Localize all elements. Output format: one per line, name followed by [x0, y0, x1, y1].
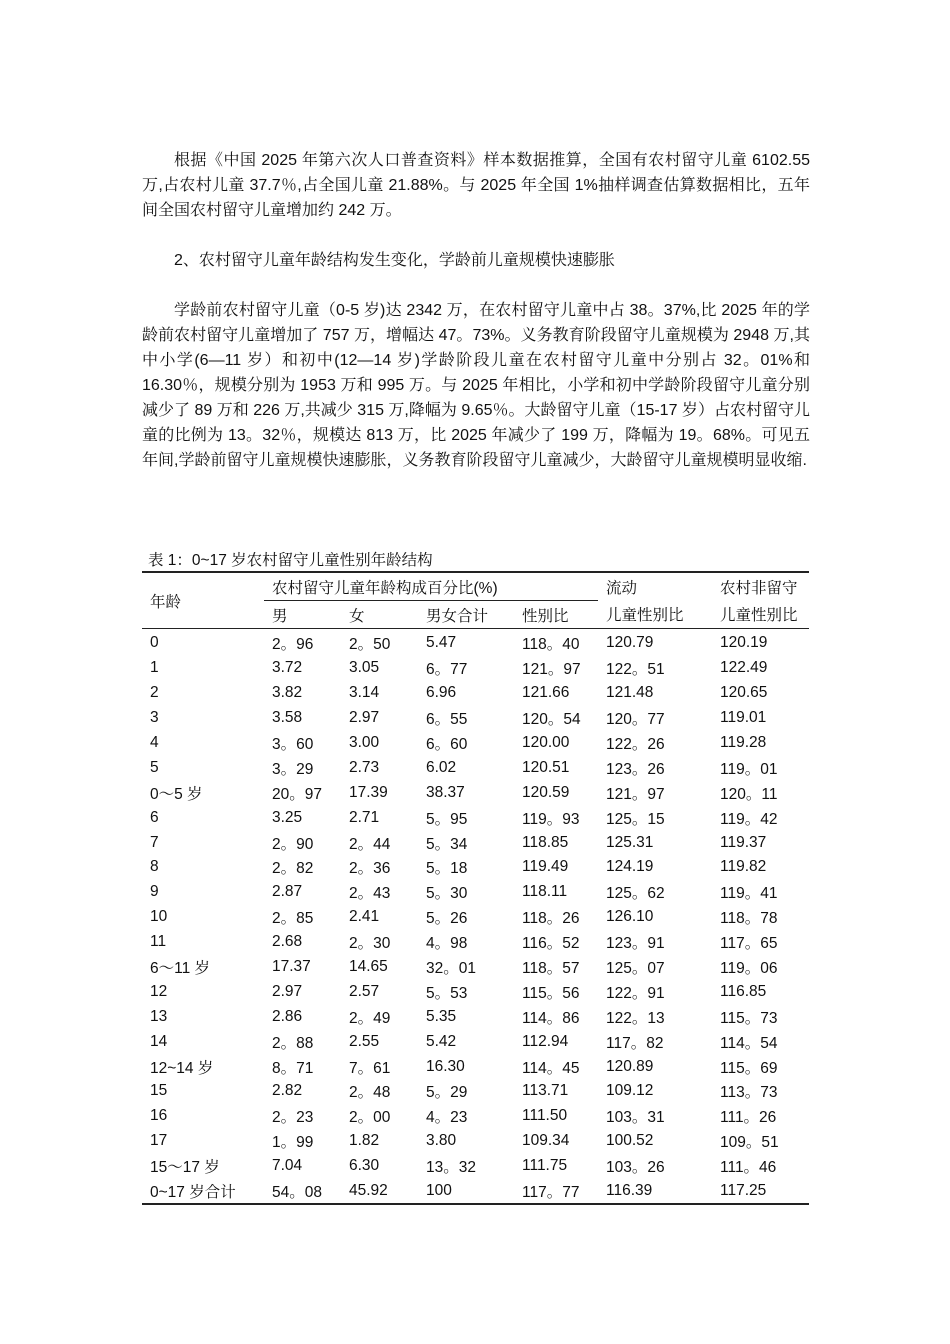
cell-nonleft-ratio: 115。69 [720, 1059, 778, 1077]
cell-age: 9 [150, 883, 159, 901]
cell-total: 16.30 [426, 1057, 465, 1075]
table-body [142, 629, 809, 1205]
cell-male: 1。99 [272, 1134, 314, 1152]
cell-male: 2.82 [272, 1082, 303, 1100]
cell-male: 54。08 [272, 1184, 322, 1202]
table-row [142, 880, 809, 905]
cell-sex-ratio: 111.50 [522, 1107, 568, 1125]
cell-sex-ratio: 121。97 [522, 661, 581, 679]
cell-sex-ratio: 121.66 [522, 684, 570, 702]
cell-total: 100 [426, 1182, 452, 1200]
cell-sex-ratio: 119.49 [522, 858, 569, 876]
cell-age: 0 [150, 634, 159, 652]
cell-floating-ratio: 125。15 [606, 810, 665, 828]
cell-nonleft-ratio: 116.85 [720, 982, 767, 1000]
table-row [142, 755, 809, 780]
cell-total: 5.42 [426, 1032, 457, 1050]
table-row [142, 1079, 809, 1104]
cell-sex-ratio: 116。52 [522, 935, 580, 953]
cell-female: 2.55 [349, 1032, 380, 1050]
cell-female: 2。43 [349, 885, 391, 903]
cell-female: 2。44 [349, 835, 391, 853]
cell-total: 5.47 [426, 634, 457, 652]
cell-floating-ratio: 125。62 [606, 885, 665, 903]
header-male: 男 [272, 607, 288, 625]
cell-female: 2.73 [349, 758, 380, 776]
cell-nonleft-ratio: 111。26 [720, 1109, 777, 1127]
cell-age: 16 [150, 1107, 168, 1125]
cell-nonleft-ratio: 119。01 [720, 760, 778, 778]
cell-age: 13 [150, 1007, 168, 1025]
cell-total: 4。23 [426, 1109, 468, 1127]
cell-female: 2.41 [349, 908, 380, 926]
cell-male: 20。97 [272, 785, 322, 803]
cell-male: 2.97 [272, 982, 303, 1000]
table-row [142, 1154, 809, 1179]
cell-age: 8 [150, 858, 159, 876]
table-row [142, 830, 809, 855]
cell-floating-ratio: 121.48 [606, 684, 654, 702]
cell-age: 10 [150, 908, 168, 926]
cell-floating-ratio: 120。77 [606, 711, 665, 729]
cell-female: 2。00 [349, 1109, 391, 1127]
cell-age: 1 [150, 659, 159, 677]
header-age: 年龄 [150, 593, 182, 611]
cell-floating-ratio: 123。91 [606, 935, 665, 953]
table-row [142, 930, 809, 955]
table-caption: 表 1：0~17 岁农村留守儿童性别年龄结构 [148, 552, 433, 569]
cell-floating-ratio: 100.52 [606, 1132, 654, 1150]
cell-nonleft-ratio: 117.25 [720, 1182, 767, 1200]
cell-female: 6.30 [349, 1157, 380, 1175]
cell-total: 5。30 [426, 885, 468, 903]
cell-total: 5。34 [426, 835, 468, 853]
cell-nonleft-ratio: 119.82 [720, 858, 767, 876]
cell-nonleft-ratio: 115。73 [720, 1009, 778, 1027]
table-row [142, 681, 809, 706]
cell-age: 7 [150, 833, 159, 851]
cell-floating-ratio: 109.12 [606, 1082, 654, 1100]
cell-total: 5。18 [426, 860, 468, 878]
cell-sex-ratio: 111.75 [522, 1157, 568, 1175]
cell-female: 2.71 [349, 808, 380, 826]
cell-sex-ratio: 118。40 [522, 636, 580, 654]
cell-age: 3 [150, 709, 159, 727]
header-total: 男女合计 [426, 607, 489, 625]
cell-male: 3.58 [272, 709, 303, 727]
cell-male: 8。71 [272, 1059, 314, 1077]
cell-total: 5。29 [426, 1084, 468, 1102]
cell-floating-ratio: 103。26 [606, 1159, 665, 1177]
cell-nonleft-ratio: 119.28 [720, 734, 767, 751]
table-row [142, 1104, 809, 1129]
cell-sex-ratio: 120.00 [522, 734, 570, 751]
cell-total: 6.96 [426, 684, 457, 702]
cell-total: 6.02 [426, 758, 457, 776]
cell-female: 2。30 [349, 935, 391, 953]
cell-floating-ratio: 103。31 [606, 1109, 665, 1127]
intro-paragraph: 根据《中国 2025 年第六次人口普查资料》样本数据推算，全国有农村留守儿童 6102.55 万,占农村儿童 37.7％,占全国儿童 21.88%。与 2025 年全国 1%抽样调查估算数据相比，五年间全国农村留守儿童增加约 242 万。 [142, 152, 810, 219]
cell-sex-ratio: 119。93 [522, 810, 580, 828]
cell-total: 6。55 [426, 711, 468, 729]
cell-sex-ratio: 112.94 [522, 1032, 569, 1050]
cell-male: 2。96 [272, 636, 314, 654]
table-row [142, 855, 809, 880]
cell-nonleft-ratio: 113。73 [720, 1084, 778, 1102]
cell-female: 2。49 [349, 1009, 391, 1027]
cell-total: 5。53 [426, 984, 468, 1002]
table-row [142, 979, 809, 1004]
cell-female: 2。48 [349, 1084, 391, 1102]
cell-floating-ratio: 123。26 [606, 760, 665, 778]
table-row [142, 1179, 809, 1205]
cell-total: 5。95 [426, 810, 468, 828]
cell-age: 4 [150, 734, 159, 751]
cell-floating-ratio: 122。26 [606, 736, 665, 753]
cell-male: 2。88 [272, 1034, 314, 1052]
cell-nonleft-ratio: 120。11 [720, 785, 778, 803]
cell-nonleft-ratio: 117。65 [720, 935, 778, 953]
cell-age: 17 [150, 1132, 168, 1150]
table-row [142, 706, 809, 731]
table-row [142, 905, 809, 930]
cell-sex-ratio: 109.34 [522, 1132, 570, 1150]
cell-male: 3。60 [272, 736, 314, 753]
header-group-percent: 农村留守儿童年龄构成百分比(%) [264, 572, 598, 601]
cell-male: 2.86 [272, 1007, 303, 1025]
cell-nonleft-ratio: 119。41 [720, 885, 778, 903]
cell-male: 3.72 [272, 659, 303, 677]
cell-nonleft-ratio: 109。51 [720, 1134, 779, 1152]
cell-male: 3.82 [272, 684, 303, 702]
cell-male: 2。23 [272, 1109, 314, 1127]
cell-sex-ratio: 118。26 [522, 910, 580, 928]
cell-male: 7.04 [272, 1157, 303, 1175]
age-structure-table [142, 571, 809, 1205]
cell-total: 32。01 [426, 960, 476, 978]
cell-female: 3.00 [349, 734, 380, 751]
cell-age: 5 [150, 758, 159, 776]
age-structure-paragraph: 学龄前农村留守儿童（0-5 岁)达 2342 万，在农村留守儿童中占 38。37%,比 2025 年的学龄前农村留守儿童增加了 757 万，增幅达 47。73%。义务教育阶段留守儿童规模为 2948 万,其中小学(6—11 岁）和初中(12—14 岁)学龄阶段儿童在农村留守儿童中分别占 32。01%和 16.30％，规模分别为 1953 万和 995 万。与 2025 年相比，小学和初中学龄阶段留守儿童分别减少了 89 万和 226 万,共减少 315 万,降幅为 9.65％。大龄留守儿童（15-17 岁）占农村留守儿童的比例为 13。32％，规模达 813 万，比 2025 年减少了 199 万，降幅为 19。68%。可见五年间,学龄前留守儿童规模快速膨胀，义务教育阶段留守儿童减少，大龄留守儿童规模明显收缩. [142, 302, 810, 469]
table-row [142, 656, 809, 681]
cell-sex-ratio: 120。54 [522, 711, 581, 729]
cell-nonleft-ratio: 114。54 [720, 1034, 778, 1052]
cell-age: 2 [150, 684, 159, 702]
cell-total: 13。32 [426, 1159, 476, 1177]
cell-male: 2。90 [272, 835, 314, 853]
header-female: 女 [349, 607, 365, 625]
table-row [142, 629, 809, 656]
cell-floating-ratio: 121。97 [606, 785, 665, 803]
cell-male: 17.37 [272, 958, 311, 976]
cell-male: 2。82 [272, 860, 314, 878]
cell-female: 2。50 [349, 636, 391, 654]
cell-floating-ratio: 122。91 [606, 984, 665, 1002]
cell-age: 11 [150, 933, 167, 951]
cell-total: 6。60 [426, 736, 468, 753]
table-row [142, 805, 809, 830]
cell-sex-ratio: 120.51 [522, 758, 570, 776]
cell-total: 38.37 [426, 783, 465, 801]
cell-nonleft-ratio: 120.65 [720, 684, 768, 702]
cell-male: 3.25 [272, 808, 303, 826]
cell-sex-ratio: 114。45 [522, 1059, 580, 1077]
table-row [142, 1004, 809, 1029]
cell-female: 7。61 [349, 1059, 391, 1077]
cell-female: 1.82 [349, 1132, 380, 1150]
cell-age: 12 [150, 982, 168, 1000]
cell-nonleft-ratio: 119.01 [720, 709, 767, 727]
cell-sex-ratio: 118.85 [522, 833, 569, 851]
cell-age: 0～5 岁 [150, 785, 203, 803]
table-row [142, 1129, 809, 1154]
cell-floating-ratio: 122。13 [606, 1009, 665, 1027]
cell-nonleft-ratio: 119。42 [720, 810, 778, 828]
cell-nonleft-ratio: 120.19 [720, 634, 768, 652]
cell-male: 2。85 [272, 910, 314, 928]
cell-female: 14.65 [349, 958, 388, 976]
cell-female: 2.97 [349, 709, 380, 727]
cell-female: 2.57 [349, 982, 380, 1000]
cell-female: 2。36 [349, 860, 391, 878]
cell-age: 12~14 岁 [150, 1059, 214, 1077]
header-sex-ratio: 性别比 [522, 607, 569, 625]
cell-female: 17.39 [349, 783, 388, 801]
cell-nonleft-ratio: 122.49 [720, 659, 768, 677]
cell-male: 2.87 [272, 883, 303, 901]
header-floating-line1: 流动 [606, 579, 638, 597]
cell-total: 6。77 [426, 661, 468, 679]
cell-sex-ratio: 114。86 [522, 1009, 580, 1027]
cell-floating-ratio: 116.39 [606, 1182, 653, 1200]
table-row [142, 731, 809, 756]
cell-sex-ratio: 115。56 [522, 984, 580, 1002]
cell-sex-ratio: 118。57 [522, 960, 580, 978]
cell-floating-ratio: 120.79 [606, 634, 654, 652]
cell-floating-ratio: 124.19 [606, 858, 654, 876]
cell-floating-ratio: 125。07 [606, 960, 665, 978]
cell-floating-ratio: 122。51 [606, 661, 665, 679]
cell-age: 14 [150, 1032, 168, 1050]
cell-floating-ratio: 117。82 [606, 1034, 664, 1052]
table-row [142, 1054, 809, 1079]
cell-total: 5.35 [426, 1007, 457, 1025]
table-row [142, 780, 809, 805]
cell-sex-ratio: 113.71 [522, 1082, 569, 1100]
cell-age: 15 [150, 1082, 168, 1100]
cell-total: 4。98 [426, 935, 468, 953]
cell-age: 6 [150, 808, 159, 826]
cell-nonleft-ratio: 111。46 [720, 1159, 777, 1177]
cell-age: 6～11 岁 [150, 960, 211, 978]
cell-sex-ratio: 117。77 [522, 1184, 580, 1202]
cell-sex-ratio: 120.59 [522, 783, 570, 801]
cell-floating-ratio: 126.10 [606, 908, 654, 926]
cell-male: 2.68 [272, 933, 303, 951]
table-row [142, 1029, 809, 1054]
cell-sex-ratio: 118.11 [522, 883, 568, 901]
cell-female: 3.05 [349, 659, 380, 677]
cell-nonleft-ratio: 119.37 [720, 833, 767, 851]
header-nonleft-line1: 农村非留守 [720, 579, 798, 597]
cell-age: 15～17 岁 [150, 1159, 220, 1177]
cell-nonleft-ratio: 119。06 [720, 960, 778, 978]
cell-total: 5。26 [426, 910, 468, 928]
cell-nonleft-ratio: 118。78 [720, 910, 778, 928]
cell-floating-ratio: 125.31 [606, 833, 654, 851]
cell-female: 45.92 [349, 1182, 388, 1200]
header-floating-line2: 儿童性别比 [606, 607, 684, 625]
section-heading: 2、农村留守儿童年龄结构发生变化，学龄前儿童规模快速膨胀 [174, 252, 615, 269]
table-row [142, 955, 809, 980]
cell-male: 3。29 [272, 760, 314, 778]
cell-floating-ratio: 120.89 [606, 1057, 654, 1075]
header-nonleft-line2: 儿童性别比 [720, 607, 798, 625]
cell-total: 3.80 [426, 1132, 457, 1150]
cell-age: 0~17 岁合计 [150, 1184, 236, 1202]
cell-female: 3.14 [349, 684, 380, 702]
